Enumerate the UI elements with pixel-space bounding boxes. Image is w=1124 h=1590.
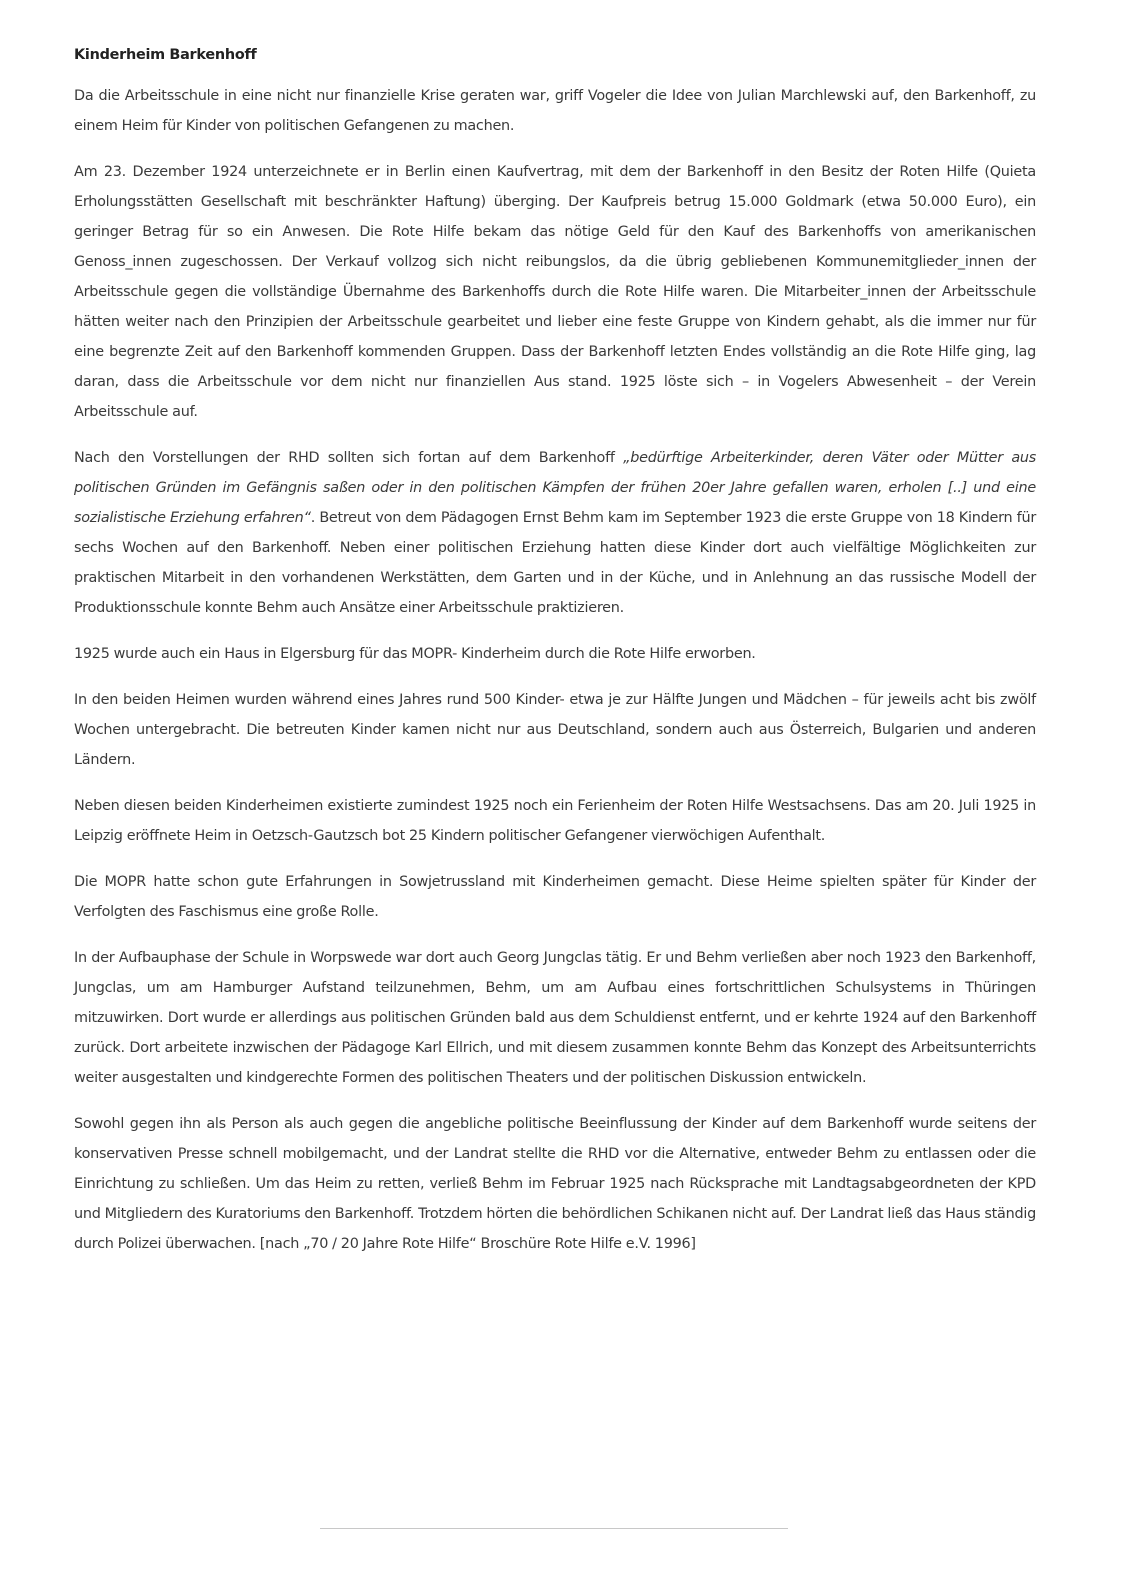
paragraph-4: 1925 wurde auch ein Haus in Elgersburg für das MOPR- Kinderheim durch die Rote Hilfe erworben.	[74, 646, 756, 662]
document-body	[74, 44, 1036, 1275]
paragraph-1: Da die Arbeitsschule in eine nicht nur finanzielle Krise geraten war, griff Vogeler die Idee von Julian Marchlewski auf, den Barkenhoff, zu einem Heim für Kinder von politischen Gefangenen zu machen.	[74, 88, 1036, 134]
paragraph-9: Sowohl gegen ihn als Person als auch gegen die angebliche politische Beeinflussung der Kinder auf dem Barkenhoff wurde seitens der konservativen Presse schnell mobilgemacht, und der Landrat stellte die RHD vor die Alternative, entweder Behm zu entlassen oder die Einrichtung zu schließen. Um das Heim zu retten, verließ Behm im Februar 1925 nach Rücksprache mit Landtagsabgeordneten der KPD und Mitgliedern des Kuratoriums den Barkenhoff. Trotzdem hörten die behördlichen Schikanen nicht auf. Der Landrat ließ das Haus ständig durch Polizei überwachen. [nach „70 / 20 Jahre Rote Hilfe“ Broschüre Rote Hilfe e.V. 1996]	[74, 1116, 1036, 1252]
paragraph-2: Am 23. Dezember 1924 unterzeichnete er in Berlin einen Kaufvertrag, mit dem der Barkenhoff in den Besitz der Roten Hilfe (Quieta Erholungsstätten Gesellschaft mit beschränkter Haftung) überging. Der Kaufpreis betrug 15.000 Goldmark (etwa 50.000 Euro), ein geringer Betrag für so ein Anwesen. Die Rote Hilfe bekam das nötige Geld für den Kauf des Barkenhoffs von amerikanischen Genoss_innen zugeschossen. Der Verkauf vollzog sich nicht reibungslos, da die übrig gebliebenen Kommunemitglieder_innen der Arbeitsschule gegen die vollständige Übernahme des Barkenhoffs durch die Rote Hilfe waren. Die Mitarbeiter_innen der Arbeitsschule hätten weiter nach den Prinzipien der Arbeitsschule gearbeitet und lieber eine feste Gruppe von Kindern gehabt, als die immer nur für eine begrenzte Zeit auf den Barkenhoff kommenden Gruppen. Dass der Barkenhoff letzten Endes vollständig an die Rote Hilfe ging, lag daran, dass die Arbeitsschule vor dem nicht nur finanziellen Aus stand. 1925 löste sich – in Vogelers Abwesenheit – der Verein Arbeitsschule auf.	[74, 164, 1036, 420]
paragraph-8: In der Aufbauphase der Schule in Worpswede war dort auch Georg Jungclas tätig. Er und Behm verließen aber noch 1923 den Barkenhoff, Jungclas, um am Hamburger Aufstand teilzunehmen, Behm, um am Aufbau eines fortschrittlichen Schulsystems in Thüringen mitzuwirken. Dort wurde er allerdings aus politischen Gründen bald aus dem Schuldienst entfernt, und er kehrte 1924 auf den Barkenhoff zurück. Dort arbeitete inzwischen der Pädagoge Karl Ellrich, und mit diesem zusammen konnte Behm das Konzept des Arbeitsunterrichts weiter ausgestalten und kindgerechte Formen des politischen Theaters und der politischen Diskussion entwickeln.	[74, 950, 1036, 1086]
paragraph-6: Neben diesen beiden Kinderheimen existierte zumindest 1925 noch ein Ferienheim der Roten Hilfe Westsachsens. Das am 20. Juli 1925 in Leipzig eröffnete Heim in Oetzsch-Gautzsch bot 25 Kindern politischer Gefangener vierwöchigen Aufenthalt.	[74, 798, 1036, 844]
paragraph-3-rest: . Betreut von dem Pädagogen Ernst Behm kam im September 1923 die erste Gruppe von 18 Kindern für sechs Wochen auf den Barkenhoff. Neben einer politischen Erziehung hatten diese Kinder dort auch vielfältige Möglichkeiten zur praktischen Mitarbeit in den vorhandenen Werkstätten, dem Garten und in der Küche, und in Anlehnung an das russische Modell der Produktionsschule konnte Behm auch Ansätze einer Arbeitsschule praktizieren.	[74, 510, 1036, 616]
footer-divider	[320, 1528, 788, 1529]
paragraph-7: Die MOPR hatte schon gute Erfahrungen in Sowjetrussland mit Kinderheimen gemacht. Diese Heime spielten später für Kinder der Verfolgten des Faschismus eine große Rolle.	[74, 874, 1036, 920]
paragraph-3	[74, 443, 1036, 623]
document-title: Kinderheim Barkenhoff	[74, 47, 257, 63]
paragraph-3-quote: „bedürftige Arbeiterkinder, deren Väter oder Mütter aus politischen Gründen im Gefängnis saßen oder in den politischen Kämpfen der frühen 20er Jahre gefallen waren, erholen [..] und eine sozialistische Erziehung erfahren“	[74, 450, 1037, 526]
paragraph-3-intro: Nach den Vorstellungen der RHD sollten sich fortan auf dem Barkenhoff	[74, 450, 624, 466]
paragraph-5: In den beiden Heimen wurden während eines Jahres rund 500 Kinder- etwa je zur Hälfte Jungen und Mädchen – für jeweils acht bis zwölf Wochen untergebracht. Die betreuten Kinder kamen nicht nur aus Deutschland, sondern auch aus Österreich, Bulgarien und anderen Ländern.	[74, 692, 1036, 768]
